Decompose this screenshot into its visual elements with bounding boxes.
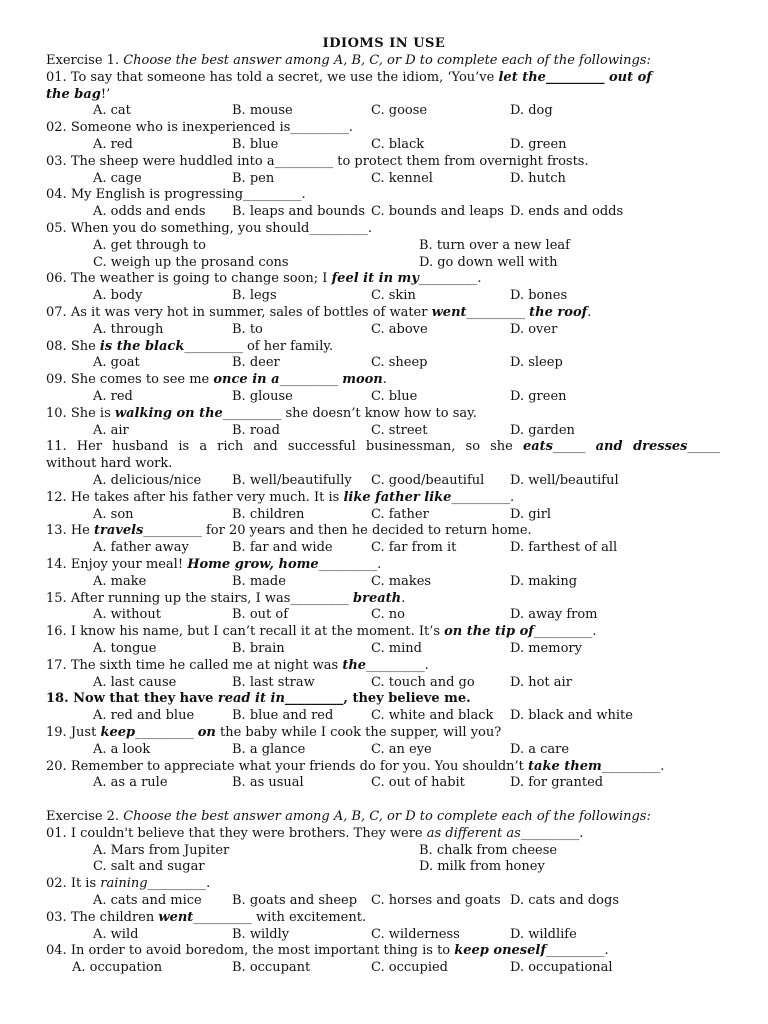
answer-option[interactable]: A. body (93, 288, 143, 303)
answer-option[interactable]: C. above (371, 322, 428, 337)
question-text: moon (342, 372, 383, 387)
answer-option[interactable]: D. away from (510, 607, 598, 622)
question-text: is the black (99, 339, 185, 354)
answer-option[interactable]: A. get through to (93, 238, 206, 253)
exercise-heading (46, 52, 720, 69)
answer-option[interactable]: D. green (510, 389, 567, 404)
question-text: _________. (601, 759, 665, 774)
question-text: breath (353, 591, 402, 606)
question-text: _________ (135, 725, 198, 740)
answer-option[interactable]: B. far and wide (232, 540, 333, 555)
answer-option[interactable]: C. touch and go (371, 675, 475, 690)
answer-option[interactable]: B. turn over a new leaf (419, 238, 570, 253)
question (46, 304, 720, 321)
question-text: the (342, 658, 367, 673)
exercise-heading (46, 808, 720, 825)
question-number: 11. (46, 439, 77, 454)
question-number: 08. (46, 339, 71, 354)
question-text: Enjoy your meal! (70, 557, 188, 572)
question (46, 270, 720, 287)
answer-option[interactable]: C. makes (371, 574, 432, 589)
answer-option[interactable]: C. white and black (371, 708, 494, 723)
answer-option[interactable]: A. air (93, 423, 129, 438)
question-text: the roof (529, 305, 588, 320)
question-number: 17. (46, 658, 71, 673)
question-text: _________. (533, 624, 597, 639)
question-text: I know his name, but I can’t recall it at the moment. It’s (70, 624, 445, 639)
question-text: let the_________ out of (498, 70, 652, 85)
answer-option[interactable]: C. kennel (371, 171, 433, 186)
answer-option[interactable]: D. ends and odds (510, 204, 624, 219)
answer-options-row (0, 506, 768, 523)
question-text: _____ (553, 439, 596, 454)
question-number: 09. (46, 372, 71, 387)
question-text: _________ (279, 372, 343, 387)
answer-option[interactable]: C. sheep (371, 355, 428, 370)
question (46, 942, 720, 959)
question-number: 03. (46, 910, 71, 925)
answer-options-row (0, 472, 768, 489)
question (46, 522, 720, 539)
exercise-instruction: Choose the best answer among A, B, C, or D to complete each of the followings: (123, 809, 651, 824)
question-text: _________. (318, 557, 382, 572)
question (46, 119, 720, 136)
answer-option[interactable]: C. bounds and leaps (371, 204, 504, 219)
answer-option[interactable]: C. wilderness (371, 927, 460, 942)
question-number: 13. (46, 523, 71, 538)
answer-option[interactable]: C. horses and goats (371, 893, 501, 908)
question-text: walking on the (114, 406, 223, 421)
question (46, 590, 720, 607)
answer-options-row (0, 842, 768, 859)
question-text: _________. (451, 490, 515, 505)
question-number: 03. (46, 154, 71, 169)
question-text: _________, they believe me. (284, 691, 471, 706)
question (46, 875, 720, 892)
answer-option[interactable]: D. hutch (510, 171, 566, 186)
question-text: the baby while I cook the supper, will you? (215, 725, 502, 740)
question-number: 04. (46, 187, 71, 202)
exercise-label: Exercise 1. (46, 53, 124, 68)
question-number: 18. (46, 691, 74, 706)
answer-option[interactable]: D. bones (510, 288, 568, 303)
question-text: . (382, 372, 387, 387)
question-number: 02. (46, 876, 71, 891)
question-text: Home grow, home (187, 557, 319, 572)
question-text: keep (100, 725, 136, 740)
question-text: She comes to see me (70, 372, 214, 387)
question-text: _________ for 20 years and then he decided to return home. (143, 523, 532, 538)
question (46, 69, 720, 86)
question-number: 16. (46, 624, 71, 639)
answer-option[interactable]: A. tongue (93, 641, 157, 656)
answer-option[interactable]: C. good/beautiful (371, 473, 485, 488)
question-text: on (197, 725, 216, 740)
answer-option[interactable]: A. make (93, 574, 147, 589)
question (46, 623, 720, 640)
question-text: _________. (418, 271, 482, 286)
question-text: raining (100, 876, 148, 891)
question-text: He (70, 523, 94, 538)
question-text: _________ with excitement. (193, 910, 367, 925)
question-text: Someone who is inexperienced is_________. (70, 120, 353, 135)
question-text: the bag (46, 87, 101, 102)
answer-option[interactable]: B. made (232, 574, 286, 589)
answer-options-row (0, 892, 768, 909)
answer-option[interactable]: B. out of (232, 607, 289, 622)
question-text: Her husband is a rich and successful businessman, so she (76, 439, 523, 454)
question-number: 05. (46, 221, 71, 236)
question-text: Now that they have (73, 691, 218, 706)
question-text: In order to avoid boredom, the most important thing is to (70, 943, 455, 958)
question-text: went (158, 910, 194, 925)
question-text: _________. (545, 943, 609, 958)
answer-options-row (0, 354, 768, 371)
answer-options-row (0, 741, 768, 758)
answer-option[interactable]: C. skin (371, 288, 416, 303)
question-text: _________ she doesn’t know how to say. (222, 406, 477, 421)
question-text: I couldn't believe that they were brothers. They were (70, 826, 427, 841)
answer-option[interactable]: D. hot air (510, 675, 572, 690)
question-text: feel it in my (331, 271, 419, 286)
answer-option[interactable]: A. occupation (72, 960, 163, 975)
question-text: Just (70, 725, 101, 740)
answer-option[interactable]: B. pen (232, 171, 275, 186)
question (46, 153, 720, 170)
answer-option[interactable]: A. cage (93, 171, 142, 186)
question (46, 657, 720, 674)
question-number: 01. (46, 70, 71, 85)
answer-option[interactable]: A. father away (93, 540, 189, 555)
answer-options-row (0, 774, 768, 791)
answer-option[interactable]: B. deer (232, 355, 280, 370)
answer-options-row (0, 539, 768, 556)
answer-options-row (0, 640, 768, 657)
answer-option[interactable]: A. a look (93, 742, 151, 757)
answer-option[interactable]: A. son (93, 507, 134, 522)
question (46, 556, 720, 573)
question-text: without hard work. (46, 456, 173, 471)
question (46, 338, 720, 355)
answer-option[interactable]: B. legs (232, 288, 277, 303)
answer-option[interactable]: C. salt and sugar (93, 859, 205, 874)
answer-option[interactable]: C. goose (371, 103, 428, 118)
answer-option[interactable]: D. green (510, 137, 567, 152)
question-text: She is (70, 406, 115, 421)
question (46, 825, 720, 842)
question-number: 12. (46, 490, 71, 505)
answer-option[interactable]: C. far from it (371, 540, 457, 555)
answer-options-row (0, 254, 768, 271)
answer-option[interactable]: A. through (93, 322, 164, 337)
question-number: 15. (46, 591, 71, 606)
answer-option[interactable]: C. blue (371, 389, 418, 404)
answer-options-row (0, 858, 768, 875)
answer-option[interactable]: B. wildly (232, 927, 290, 942)
answer-option[interactable]: B. children (232, 507, 305, 522)
question (46, 724, 720, 741)
answer-option[interactable]: B. goats and sheep (232, 893, 358, 908)
question-text: _________. (520, 826, 584, 841)
answer-option[interactable]: B. well/beautifully (232, 473, 352, 488)
question-text: read it in (217, 691, 285, 706)
answer-option[interactable]: B. blue and red (232, 708, 334, 723)
answer-option[interactable]: D. for granted (510, 775, 604, 790)
answer-option[interactable]: D. memory (510, 641, 582, 656)
question-number: 14. (46, 557, 71, 572)
question (46, 489, 720, 506)
answer-option[interactable]: A. Mars from Jupiter (93, 843, 230, 858)
answer-options-row (0, 707, 768, 724)
question-text: It is (70, 876, 101, 891)
answer-options-row (0, 388, 768, 405)
answer-options-row (0, 926, 768, 943)
answer-options-row (0, 287, 768, 304)
question-text: like father like (343, 490, 452, 505)
answer-options-row (0, 321, 768, 338)
answer-options-row (0, 674, 768, 691)
answer-options-row (0, 573, 768, 590)
question-text: She (70, 339, 100, 354)
answer-option[interactable]: D. dog (510, 103, 553, 118)
question-text: _________ of her family. (184, 339, 334, 354)
answer-option[interactable]: D. well/beautiful (510, 473, 619, 488)
question-number: 06. (46, 271, 71, 286)
question-number: 02. (46, 120, 71, 135)
answer-option[interactable]: A. as a rule (93, 775, 168, 790)
answer-option[interactable]: B. last straw (232, 675, 315, 690)
question (46, 371, 720, 388)
question-text: When you do something, you should_________. (70, 221, 372, 236)
question-text: As it was very hot in summer, sales of bottles of water (70, 305, 432, 320)
question-number: 01. (46, 826, 71, 841)
question (46, 220, 720, 237)
answer-options-row (0, 422, 768, 439)
question-text: eats (522, 439, 553, 454)
answer-option[interactable]: D. making (510, 574, 578, 589)
answer-option[interactable]: A. red (93, 137, 133, 152)
question-text: Remember to appreciate what your friends do for you. You shouldn’t (70, 759, 529, 774)
question (46, 758, 720, 775)
answer-option[interactable]: A. wild (93, 927, 139, 942)
answer-option[interactable]: A. red (93, 389, 133, 404)
question (46, 690, 720, 707)
answer-option[interactable]: D. go down well with (419, 255, 558, 270)
question-text: once in a (213, 372, 280, 387)
question-text: . (401, 591, 406, 606)
question (46, 405, 720, 422)
answer-option[interactable]: C. an eye (371, 742, 432, 757)
answer-option[interactable]: A. without (93, 607, 161, 622)
answer-option[interactable]: B. to (232, 322, 263, 337)
question-text: _____ (687, 439, 720, 454)
answer-options-row (0, 606, 768, 623)
answer-options-row (0, 237, 768, 254)
question (46, 186, 720, 203)
question-continued (46, 86, 720, 103)
answer-option[interactable]: C. father (371, 507, 429, 522)
answer-option[interactable]: C. black (371, 137, 425, 152)
answer-option[interactable]: B. mouse (232, 103, 293, 118)
answer-option[interactable]: B. brain (232, 641, 285, 656)
question-text: and dresses (595, 439, 688, 454)
question-text: _________. (366, 658, 429, 673)
question-text: keep oneself (454, 943, 546, 958)
question-text: travels (93, 523, 144, 538)
question-text: The sheep were huddled into a_________ to protect them from overnight frosts. (70, 154, 589, 169)
question (46, 909, 720, 926)
answer-option[interactable]: A. last cause (93, 675, 177, 690)
answer-options-row (0, 170, 768, 187)
answer-option[interactable]: D. cats and dogs (510, 893, 620, 908)
question-number: 20. (46, 759, 71, 774)
question-text: _________. (147, 876, 211, 891)
question-text: The sixth time he called me at night was (70, 658, 343, 673)
answer-options-row (0, 136, 768, 153)
question-text: The weather is going to change soon; I (70, 271, 332, 286)
answer-option[interactable]: B. road (232, 423, 280, 438)
question-text: My English is progressing_________. (70, 187, 306, 202)
answer-option[interactable]: B. chalk from cheese (419, 843, 558, 858)
answer-option[interactable]: C. no (371, 607, 405, 622)
answer-option[interactable]: B. as usual (232, 775, 304, 790)
answer-option[interactable]: D. sleep (510, 355, 563, 370)
answer-option[interactable]: D. milk from honey (419, 859, 545, 874)
answer-option[interactable]: A. red and blue (93, 708, 195, 723)
answer-option[interactable]: C. street (371, 423, 428, 438)
answer-option[interactable]: B. blue (232, 137, 279, 152)
question-text: To say that someone has told a secret, we use the idiom, ‘You’ve (70, 70, 499, 85)
question-text: take them (528, 759, 602, 774)
page-title: IDIOMS IN USE (322, 36, 446, 51)
question-text: _________ (466, 305, 530, 320)
question-text: went (431, 305, 467, 320)
question-text: !’ (100, 87, 111, 102)
answer-option[interactable]: D. over (510, 322, 558, 337)
answer-option[interactable]: B. leaps and bounds (232, 204, 366, 219)
answer-options-row (0, 959, 768, 976)
question-number: 07. (46, 305, 71, 320)
answer-option[interactable]: C. occupied (371, 960, 449, 975)
answer-option[interactable]: A. cats and mice (93, 893, 202, 908)
question-number: 04. (46, 943, 71, 958)
answer-option[interactable]: D. a care (510, 742, 570, 757)
exercise-instruction: Choose the best answer among A, B, C, or D to complete each of the followings: (123, 53, 651, 68)
question-number: 19. (46, 725, 71, 740)
question-text: He takes after his father very much. It is (70, 490, 344, 505)
answer-option[interactable]: A. cat (93, 103, 131, 118)
answer-options-row (0, 203, 768, 220)
question-number: 10. (46, 406, 71, 421)
answer-option[interactable]: B. glouse (232, 389, 293, 404)
question-text: The children (70, 910, 159, 925)
answer-option[interactable]: D. garden (510, 423, 575, 438)
question-text: After running up the stairs, I was_________ (70, 591, 354, 606)
answer-option[interactable]: C. out of habit (371, 775, 465, 790)
question-text: as different as (426, 826, 521, 841)
answer-option[interactable]: D. girl (510, 507, 552, 522)
question-text: . (587, 305, 592, 320)
answer-options-row (0, 102, 768, 119)
answer-option[interactable]: A. odds and ends (93, 204, 206, 219)
answer-option[interactable]: B. a glance (232, 742, 306, 757)
exercise-label: Exercise 2. (46, 809, 124, 824)
question (46, 438, 720, 455)
answer-option[interactable]: A. delicious/nice (93, 473, 202, 488)
answer-option[interactable]: B. occupant (232, 960, 311, 975)
answer-option[interactable]: D. black and white (510, 708, 633, 723)
question-text: on the tip of (444, 624, 534, 639)
answer-option[interactable]: D. occupational (510, 960, 613, 975)
answer-option[interactable]: D. wildlife (510, 927, 577, 942)
question-continued (46, 455, 720, 472)
answer-option[interactable]: D. farthest of all (510, 540, 618, 555)
answer-option[interactable]: C. weigh up the prosand cons (93, 255, 289, 270)
answer-option[interactable]: A. goat (93, 355, 140, 370)
answer-option[interactable]: C. mind (371, 641, 422, 656)
